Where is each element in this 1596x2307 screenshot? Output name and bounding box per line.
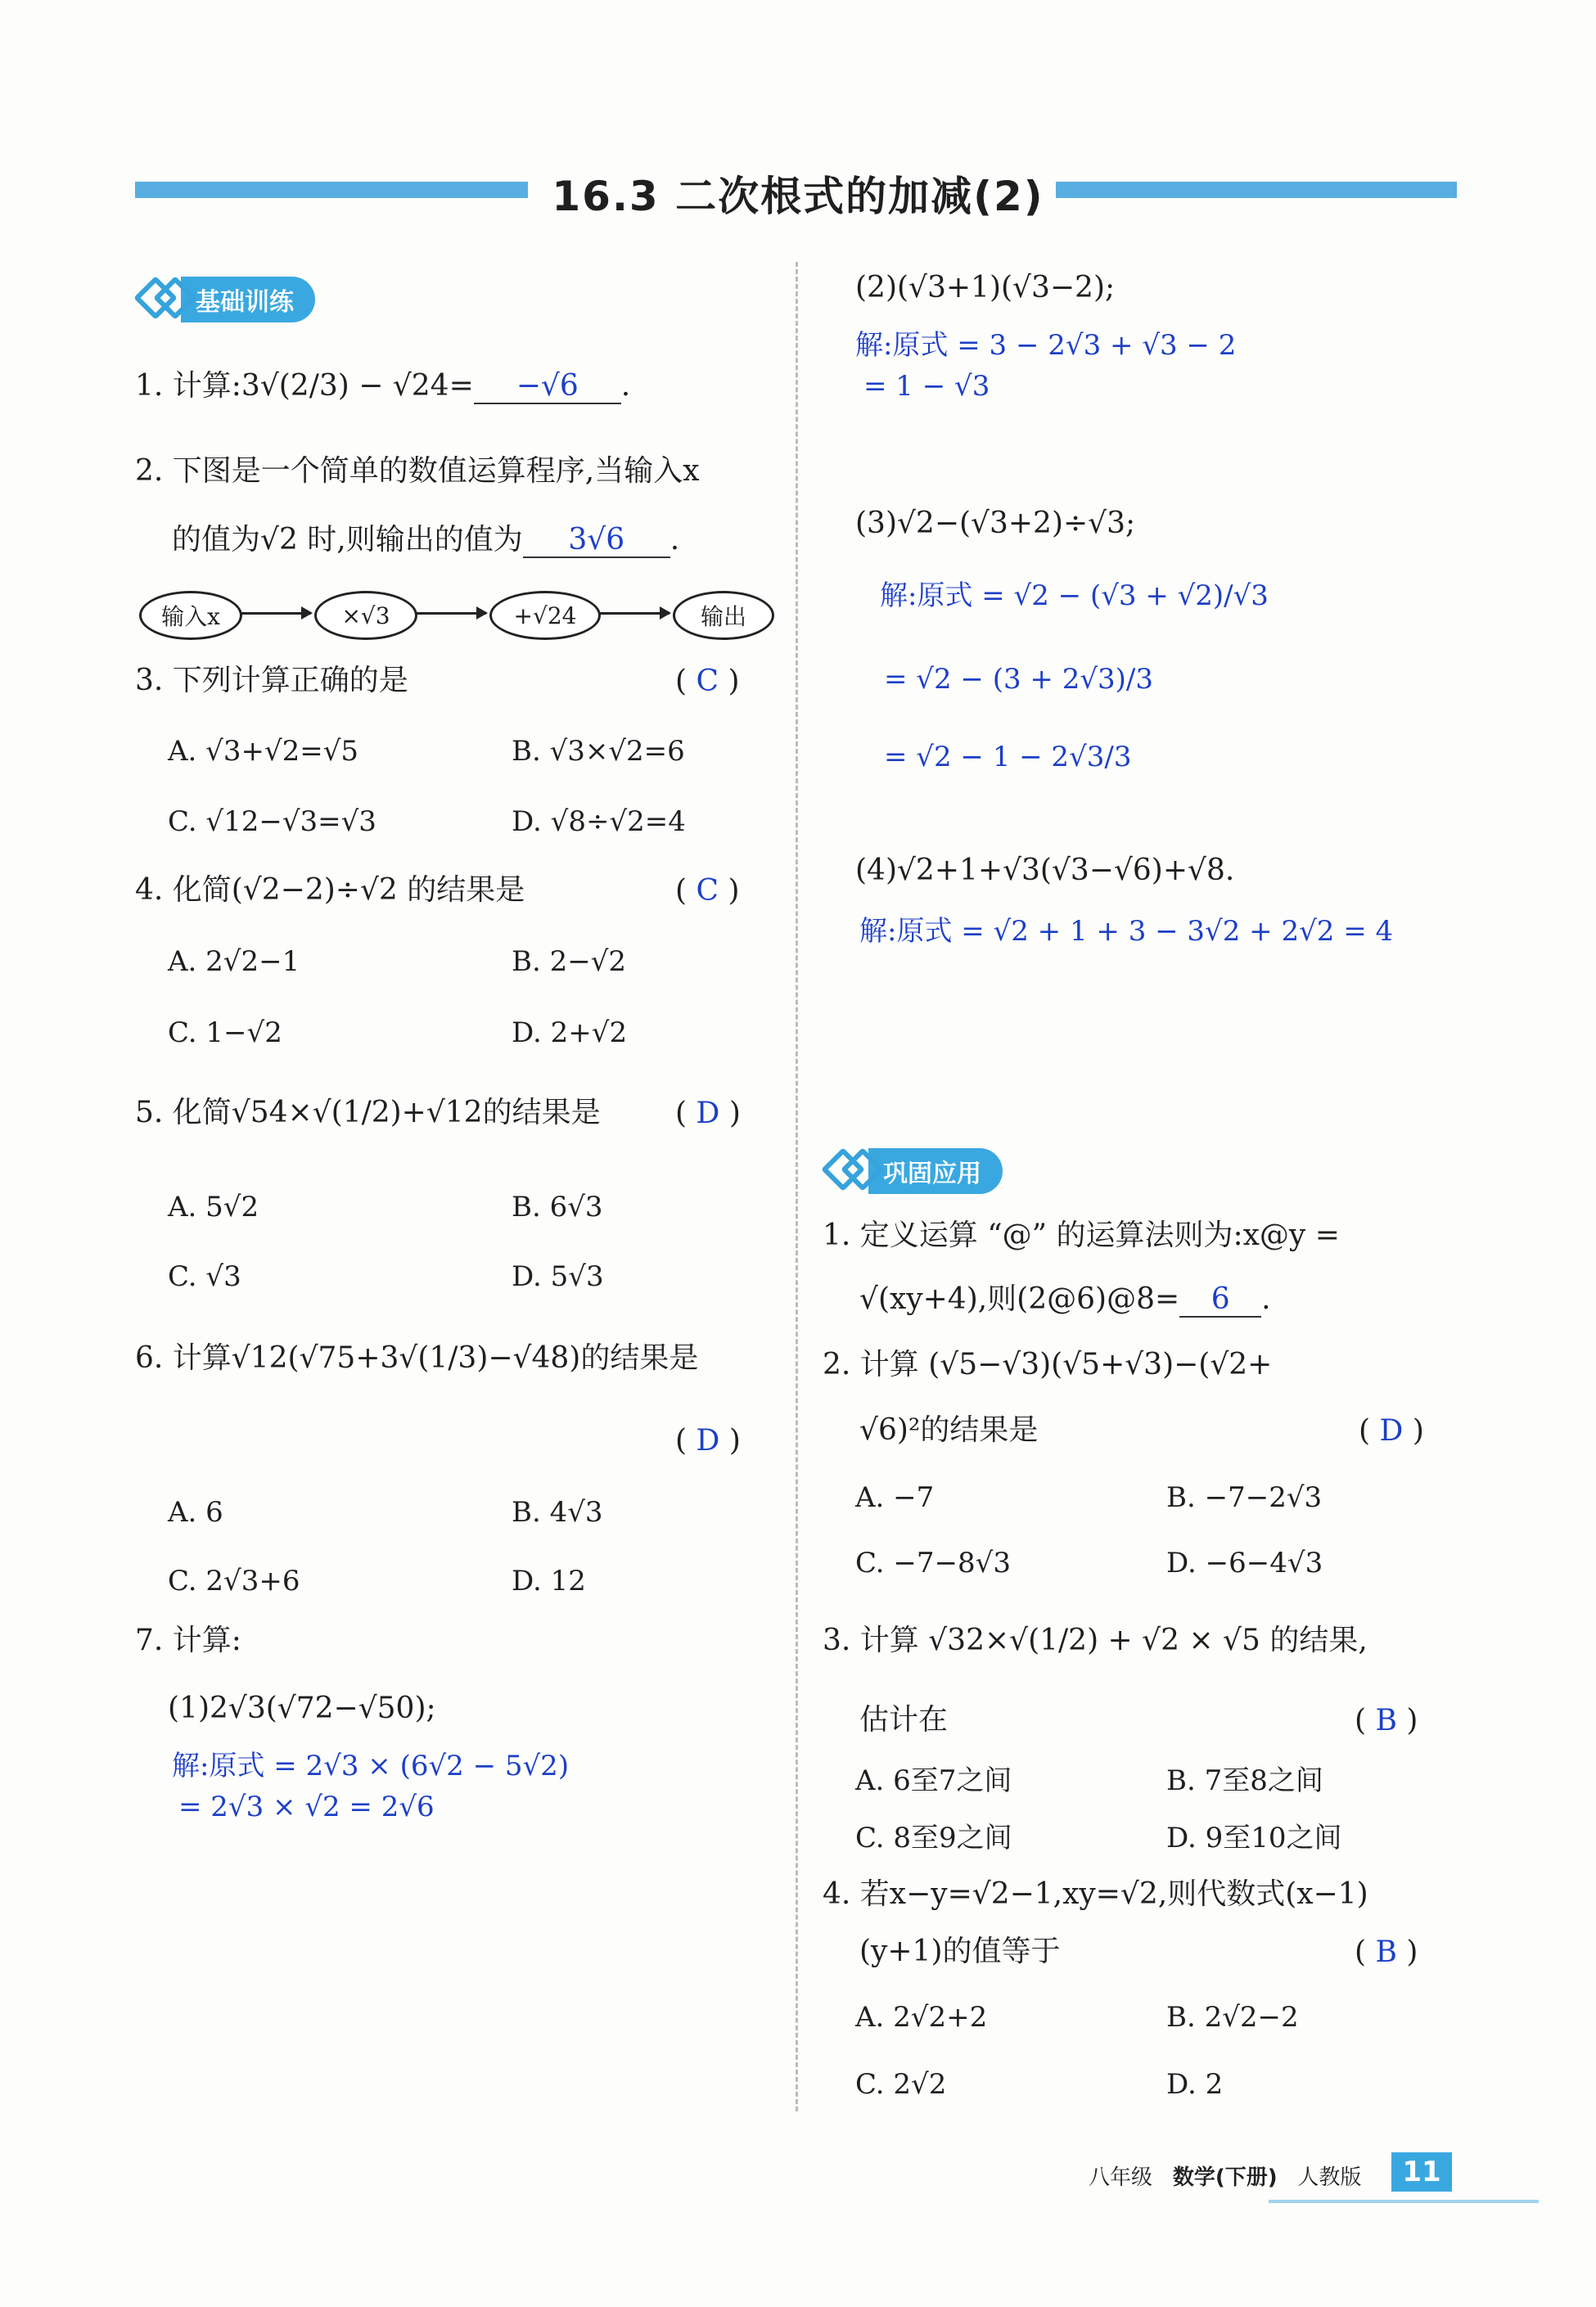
choice: C. 2√2 xyxy=(855,2068,947,2101)
choice: A. √3+√2=√5 xyxy=(168,735,359,768)
page-title: 16.3 二次根式的加减(2) xyxy=(552,173,1044,220)
footer-subject: 数学(下册) xyxy=(1172,2165,1278,2190)
section-badge-basic xyxy=(135,278,315,321)
knot-icon xyxy=(823,1142,880,1200)
choice: B. 4√3 xyxy=(512,1496,603,1529)
q7-part2-work-line2: = 1 − √3 xyxy=(863,370,990,403)
choice: D. 12 xyxy=(512,1565,586,1597)
question-5: 5. 化简√54×√(1/2)+√12的结果是 xyxy=(135,1096,601,1129)
apply-question-3-bracket: ( B ) xyxy=(1355,1704,1418,1737)
flow-diagram xyxy=(139,591,769,640)
choice: D. 2 xyxy=(1166,2068,1224,2101)
question-1-text: 1. 计算:3√(2/3) − √24= xyxy=(135,369,474,403)
choice: D. 2+√2 xyxy=(512,1016,628,1049)
question-5-bracket: ( D ) xyxy=(675,1097,741,1130)
apply-question-1-line2: √(xy+4),则(2@6)@8= 6 . xyxy=(859,1282,1271,1316)
q7-part3-work-line2: = √2 − (3 + 2√3)/3 xyxy=(884,663,1153,696)
flow-node-add: +√24 xyxy=(489,591,601,640)
choice: A. 6至7之间 xyxy=(855,1764,1012,1797)
section-title-apply: 巩固应用 xyxy=(868,1148,1003,1194)
choice: B. 2−√2 xyxy=(512,945,627,978)
apply-question-4-bracket: ( B ) xyxy=(1355,1935,1418,1969)
apply-question-2-line2: √6)²的结果是 xyxy=(859,1413,1039,1447)
q7-part3-work-line3: = √2 − 1 − 2√3/3 xyxy=(884,741,1132,773)
choice: C. √3 xyxy=(168,1260,241,1293)
flow-node-multiply: ×√3 xyxy=(314,591,417,640)
q7-part1-work-line1: 解:原式 = 2√3 × (6√2 − 5√2) xyxy=(172,1750,570,1782)
question-6-bracket: ( D ) xyxy=(675,1424,741,1458)
question-6: 6. 计算√12(√75+3√(1/3)−√48)的结果是 xyxy=(135,1341,699,1375)
question-1-answer: −√6 xyxy=(516,369,579,403)
q7-part3-work-line1: 解:原式 = √2 − (√3 + √2)/√3 xyxy=(880,579,1269,612)
question-2-answer: 3√6 xyxy=(568,523,625,556)
flow-arrow xyxy=(599,612,670,615)
apply-question-3-line2: 估计在 xyxy=(859,1703,949,1737)
choice: C. 1−√2 xyxy=(168,1016,282,1049)
choice: D. 5√3 xyxy=(512,1260,604,1293)
knot-icon xyxy=(135,271,192,328)
apply-question-4-line1: 4. 若x−y=√2−1,xy=√2,则代数式(x−1) xyxy=(823,1877,1368,1911)
question-7-title: 7. 计算: xyxy=(135,1624,241,1657)
footer-line xyxy=(1269,2200,1539,2203)
question-3-bracket: ( C ) xyxy=(675,665,740,698)
question-2-line1: 2. 下图是一个简单的数值运算程序,当输入x xyxy=(135,454,700,488)
column-divider xyxy=(796,262,798,2111)
choice: C. 8至9之间 xyxy=(855,1822,1012,1854)
page-number: 11 xyxy=(1391,2152,1452,2192)
choice: C. √12−√3=√3 xyxy=(168,805,376,838)
flow-node-output: 输出 xyxy=(673,591,774,640)
choice: B. √3×√2=6 xyxy=(512,735,685,768)
q7-part2-work-line1: 解:原式 = 3 − 2√3 + √3 − 2 xyxy=(855,329,1237,362)
section-badge-apply xyxy=(823,1150,1003,1192)
choice: D. 9至10之间 xyxy=(1166,1822,1342,1854)
choice: B. −7−2√3 xyxy=(1166,1481,1323,1514)
choice: C. 2√3+6 xyxy=(168,1565,300,1597)
question-4: 4. 化简(√2−2)÷√2 的结果是 xyxy=(135,873,525,907)
choice: B. 7至8之间 xyxy=(1166,1764,1323,1797)
q7-part1-work-line2: = 2√3 × √2 = 2√6 xyxy=(178,1791,435,1823)
question-1: 1. 计算:3√(2/3) − √24= −√6 . xyxy=(135,369,631,403)
q7-part4-work: 解:原式 = √2 + 1 + 3 − 3√2 + 2√2 = 4 xyxy=(859,915,1394,948)
footer xyxy=(1089,2161,1361,2191)
apply-question-3-line1: 3. 计算 √32×√(1/2) + √2 × √5 的结果, xyxy=(823,1624,1368,1657)
choice: A. −7 xyxy=(855,1481,935,1514)
question-7-part2: (2)(√3+1)(√3−2); xyxy=(855,271,1116,304)
flow-node-input: 输入x xyxy=(139,591,242,640)
choice: D. √8÷√2=4 xyxy=(512,805,686,838)
choice: C. −7−8√3 xyxy=(855,1547,1011,1579)
footer-grade: 八年级 xyxy=(1089,2165,1153,2190)
footer-edition: 人教版 xyxy=(1297,2165,1362,2190)
choice: A. 6 xyxy=(168,1496,223,1529)
flow-arrow xyxy=(241,612,311,615)
apply-question-2-line1: 2. 计算 (√5−√3)(√5+√3)−(√2+ xyxy=(823,1348,1273,1381)
question-7-part3: (3)√2−(√3+2)÷√3; xyxy=(855,507,1136,540)
apply-question-4-line2: (y+1)的值等于 xyxy=(859,1935,1061,1968)
question-7-part4: (4)√2+1+√3(√3−√6)+√8. xyxy=(855,854,1235,887)
choice: A. 5√2 xyxy=(168,1191,259,1223)
choice: A. 2√2+2 xyxy=(855,2001,988,2034)
apply-question-2-bracket: ( D ) xyxy=(1359,1414,1424,1448)
section-title-basic: 基础训练 xyxy=(181,277,315,322)
question-2-line2: 的值为√2 时,则输出的值为 3√6 . xyxy=(172,523,680,556)
question-3: 3. 下列计算正确的是 xyxy=(135,664,408,697)
choice: B. 2√2−2 xyxy=(1166,2001,1299,2034)
question-4-bracket: ( C ) xyxy=(675,874,740,908)
choice: A. 2√2−1 xyxy=(168,945,300,978)
choice: B. 6√3 xyxy=(512,1191,603,1223)
question-7-part1: (1)2√3(√72−√50); xyxy=(168,1692,436,1725)
choice: D. −6−4√3 xyxy=(1166,1547,1323,1579)
apply-question-1-line1: 1. 定义运算 “@” 的运算法则为:x@y = xyxy=(823,1219,1340,1252)
flow-arrow xyxy=(416,612,486,615)
apply-question-1-answer: 6 xyxy=(1211,1282,1230,1316)
